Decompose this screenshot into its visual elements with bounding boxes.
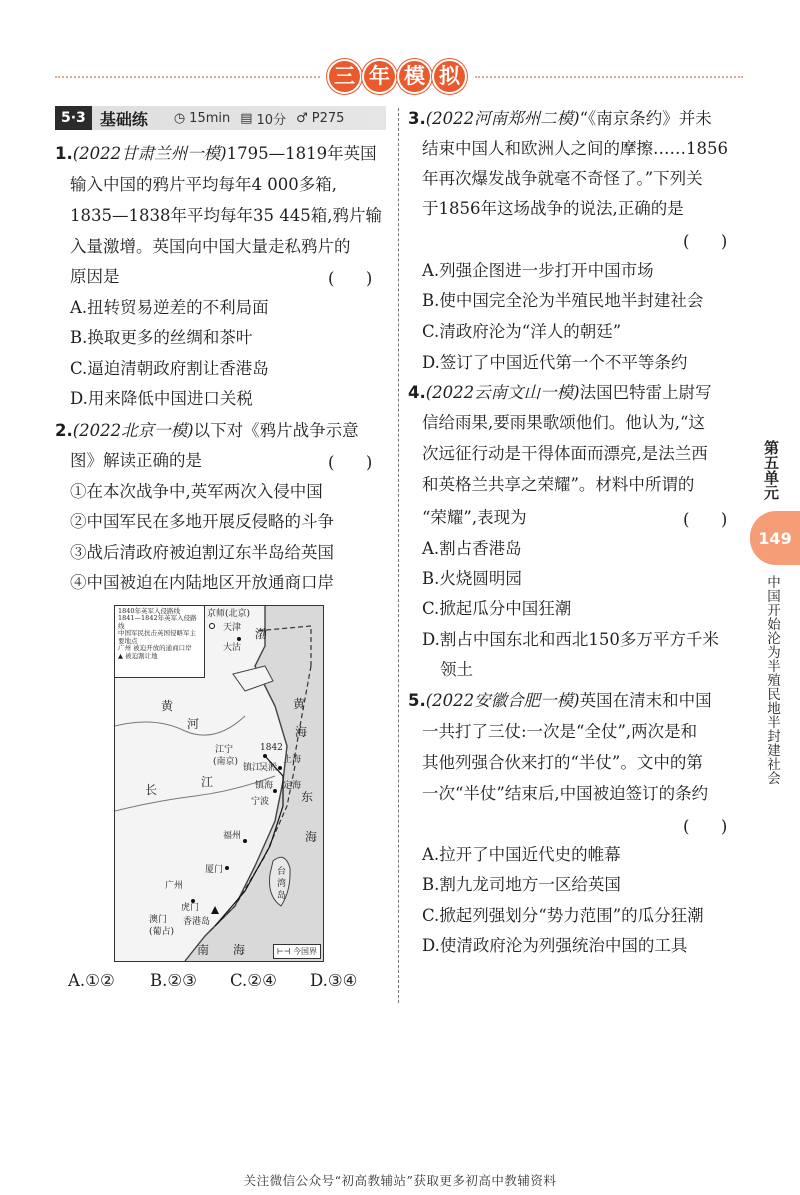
fuzhou-point — [243, 839, 247, 843]
q4-line-2: 信给雨果,要雨果歌颂他们。他认为,“这 — [422, 413, 705, 432]
q2-text: 以下对《鸦片战争示意 — [193, 421, 359, 440]
label-taiwan-3: 岛 — [277, 891, 287, 901]
label-sea-1: 海 — [295, 725, 308, 739]
unit-label: 第五单元 — [762, 440, 780, 500]
q3-number: 3. — [408, 109, 426, 128]
column-divider — [398, 108, 399, 1003]
q1-source: (2022甘肃兰州一模) — [72, 144, 227, 163]
q5-line-4: 一次“半仗”结束后,中国被迫签订的条约 — [422, 784, 709, 803]
footer-notice: 关注微信公众号“初高教辅站”获取更多初高中教辅资料 — [243, 1173, 557, 1188]
q2-statement-4: ④中国被迫在内陆地区开放通商口岸 — [70, 573, 334, 592]
label-shanghai: 上海 — [283, 755, 302, 765]
label-yangtze-2: 江 — [201, 775, 214, 789]
q1-option-c: C.逼迫清朝政府割让香港岛 — [70, 359, 269, 378]
q1-line-4: 入量激增。英国向中国大量走私鸦片的 — [70, 237, 351, 256]
legend-item: 广州 被迫开放的通商口岸 — [118, 644, 192, 653]
label-wusong: 吴淞 — [259, 763, 278, 773]
ningbo-point — [273, 789, 277, 793]
shanghai-point — [278, 766, 282, 770]
section-bar — [55, 106, 386, 130]
label-zhenhai: 镇海 — [255, 781, 274, 791]
label-taiwan-1: 台 — [277, 867, 287, 877]
label-zhenjiang: 镇江 — [243, 763, 262, 773]
clock-icon: ◷ — [173, 110, 186, 126]
q3-line-2: 结束中国人和欧洲人之间的摩擦……1856 — [422, 139, 728, 158]
label-dagu: 大沽 — [223, 643, 242, 653]
q2-option-b: B.②③ — [150, 971, 197, 990]
q5-text: 英国在清末和中国 — [579, 691, 712, 710]
q4-option-a: A.割占香港岛 — [422, 539, 522, 558]
q1-option-d: D.用来降低中国进口关税 — [70, 389, 253, 408]
label-yangtze-1: 长 — [145, 783, 158, 797]
q4-line-1 — [408, 385, 712, 402]
hongkong-triangle — [211, 906, 219, 914]
legend-item: 1840年英军入侵路线 — [118, 607, 181, 615]
note-icon: ▤ — [240, 110, 253, 126]
q4-text: 法国巴特雷上尉写 — [579, 383, 712, 402]
label-yellow-river-1: 黄 — [161, 699, 174, 713]
q2-statement-1: ①在本次战争中,英军两次入侵中国 — [70, 482, 323, 501]
q2-option-d: D.③④ — [310, 971, 358, 990]
q5-line-1 — [408, 693, 712, 710]
label-guangzhou: 广州 — [165, 881, 184, 891]
label-sea-2: 海 — [305, 830, 318, 844]
label-south-sea: 海 — [233, 943, 246, 957]
q4-option-c: C.掀起瓜分中国狂潮 — [422, 599, 572, 618]
q2-option-c: C.②④ — [230, 971, 277, 990]
q4-source: (2022云南文山一模) — [425, 383, 580, 402]
q3-text: “《南京条约》并未 — [579, 109, 712, 128]
label-huang-sea: 黄 — [293, 697, 306, 711]
q1-answer-blank[interactable]: ( ) — [328, 269, 373, 288]
q2-number: 2. — [55, 421, 73, 440]
label-beijing: 京师(北京) — [207, 609, 251, 619]
banner-char: 年 — [364, 61, 395, 92]
label-humen: 虎门 — [181, 903, 200, 913]
tianjin-point — [237, 637, 241, 641]
label-portugal: (葡占) — [149, 927, 175, 937]
label-east-sea: 东 — [301, 790, 314, 804]
label-fuzhou: 福州 — [223, 831, 242, 841]
q5-source: (2022安徽合肥一模) — [425, 691, 580, 710]
label-bo-sea: 渤 — [255, 627, 268, 641]
q5-line-2: 一共打了三仗:一次是“全仗”,两次是和 — [422, 722, 698, 741]
q3-source: (2022河南郑州二模) — [425, 109, 580, 128]
q3-option-b: B.使中国完全沦为半殖民地半封建社会 — [422, 291, 704, 310]
label-taiwan-2: 湾 — [277, 879, 287, 889]
q2-line-2: 图》解读正确的是 — [70, 451, 202, 470]
section-title: 基础练 — [99, 109, 148, 129]
q3-answer-blank[interactable]: ( ) — [683, 232, 728, 251]
map-legend — [115, 606, 205, 678]
q3-line-4: 于1856年这场战争的说法,正确的是 — [422, 199, 684, 218]
q2-line-1 — [55, 423, 359, 440]
yellow-river — [115, 716, 245, 735]
q2-answer-blank[interactable]: ( ) — [328, 453, 373, 472]
q4-line-3: 次远征行动是干得体面而漂亮,是法兰西 — [422, 444, 708, 463]
q4-option-d: D.割占中国东北和西北150多万平方千米 — [422, 630, 719, 649]
label-dinghai: 定海 — [283, 781, 302, 791]
score-value: 10分 — [256, 112, 287, 128]
q1-line-1 — [55, 146, 377, 163]
banner-char: 模 — [399, 61, 430, 92]
q4-answer-blank[interactable]: ( ) — [683, 510, 728, 529]
q5-option-a: A.拉开了中国近代史的帷幕 — [422, 845, 621, 864]
q4-option-d-cont: 领土 — [440, 660, 473, 679]
header-rule-right — [475, 76, 743, 78]
q5-line-3: 其他列强合伙来打的“半仗”。文中的第 — [422, 753, 703, 772]
legend-item: ▲ 被迫割让地 — [118, 651, 158, 660]
q1-option-b: B.换取更多的丝绸和茶叶 — [70, 328, 253, 347]
xiamen-point — [225, 866, 229, 870]
label-macao: 澳门 — [149, 915, 168, 925]
label-tianjin: 天津 — [223, 623, 242, 633]
label-ningbo: 宁波 — [251, 797, 270, 807]
q5-option-d: D.使清政府沦为列强统治中国的工具 — [422, 936, 688, 955]
q2-option-a: A.①② — [68, 971, 115, 990]
nanjing-point — [263, 754, 267, 758]
label-yellow-river-2: 河 — [187, 717, 200, 731]
legend-item: 中国军民抗击英国侵略军主要地点 — [118, 629, 196, 645]
q2-statement-2: ②中国军民在多地开展反侵略的斗争 — [70, 512, 334, 531]
banner-char: 拟 — [434, 61, 465, 92]
logo-53: 5·3 — [55, 106, 92, 130]
label-1842: 1842 — [260, 743, 283, 753]
three-year-mock-banner — [326, 57, 468, 95]
q4-line-4: 和英格兰共享之荣耀”。材料中所谓的 — [422, 475, 695, 494]
q3-option-a: A.列强企图进一步打开中国市场 — [422, 261, 654, 280]
q3-line-1 — [408, 111, 712, 128]
chapter-title: 中国开始沦为半殖民地半封建社会 — [764, 575, 780, 785]
label-nanjing: (南京) — [213, 757, 239, 767]
q5-option-c: C.掀起列强划分“势力范围”的瓜分狂潮 — [422, 906, 704, 925]
legend-item: 1841—1842年英军入侵路线 — [118, 614, 197, 630]
q2-statement-3: ③战后清政府被迫割辽东半岛给英国 — [70, 543, 334, 562]
page-number-tab: 149 — [750, 511, 800, 565]
label-hongkong: 香港岛 — [183, 917, 211, 927]
q3-line-3: 年再次爆发战争就毫不奇怪了。”下列关 — [422, 169, 703, 188]
q4-option-b: B.火烧圆明园 — [422, 569, 522, 588]
q4-line-5: “荣耀”,表现为 — [422, 508, 527, 527]
q1-number: 1. — [55, 144, 73, 163]
label-jiangning: 江宁 — [215, 745, 234, 755]
time-limit: 15min — [189, 110, 231, 126]
q3-option-c: C.清政府沦为“洋人的朝廷” — [422, 322, 622, 341]
q1-line-2: 输入中国的鸦片平均每年4 000多箱, — [70, 175, 337, 194]
q5-number: 5. — [408, 691, 426, 710]
header-rule-left — [55, 76, 320, 78]
q5-option-b: B.割九龙司地方一区给英国 — [422, 875, 621, 894]
label-south-1: 南 — [197, 943, 210, 957]
q4-number: 4. — [408, 383, 426, 402]
q1-line-5: 原因是 — [70, 267, 120, 286]
page-ref: P275 — [311, 110, 345, 126]
beijing-point — [210, 624, 215, 629]
q5-answer-blank[interactable]: ( ) — [683, 817, 728, 836]
q1-line-3: 1835—1838年平均每年35 445箱,鸦片输 — [70, 206, 382, 225]
section-meta — [174, 109, 345, 128]
label-xiamen: 厦门 — [205, 865, 224, 875]
map-scale-legend: ⊢⊣ 今国界 — [273, 944, 321, 959]
q2-source: (2022北京一模) — [72, 421, 194, 440]
q3-option-d: D.签订了中国近代第一个不平等条约 — [422, 353, 688, 372]
q1-option-a: A.扭转贸易逆差的不利局面 — [70, 298, 269, 317]
opium-war-map — [114, 605, 324, 962]
q1-text: 1795—1819年英国 — [226, 144, 377, 163]
banner-char: 三 — [329, 61, 360, 92]
link-icon: ♂ — [296, 110, 308, 126]
